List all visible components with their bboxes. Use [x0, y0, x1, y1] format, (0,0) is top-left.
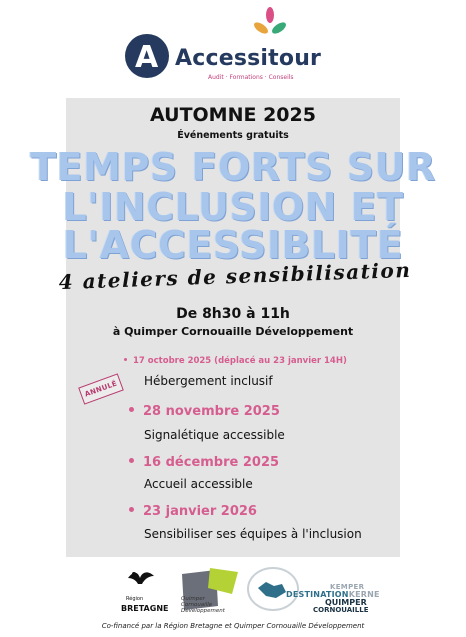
region-bretagne-logo	[126, 568, 156, 592]
destination-map-icon	[246, 566, 300, 612]
accessitour-petals-logo	[252, 6, 288, 40]
cofinancing-footer: Co-financé par la Région Bretagne et Quimper Cornouaille Développement	[101, 622, 365, 630]
ateliers-subtitle: 4 ateliers de sensibilisation	[58, 257, 412, 295]
cancelled-stamp: ANNULÉ	[78, 373, 124, 404]
headline-line-3: L'ACCESSIBLITÉ	[62, 223, 404, 267]
destination-label: DESTINATIONKERNE	[286, 590, 380, 599]
venue: à Quimper Cornouaille Développement	[112, 325, 354, 338]
event-date: 23 janvier 2026	[129, 504, 257, 519]
bullet-icon	[129, 507, 134, 512]
subtitle: Événements gratuits	[177, 130, 289, 141]
brand-name: Accessitour	[175, 46, 322, 71]
event-date: 17 octobre 2025 (déplacé au 23 janvier 14H)	[124, 356, 347, 366]
headline-line-1: TEMPS FORTS SUR	[30, 145, 436, 189]
qcd-text: Quimper Cornouaille Développement	[181, 596, 225, 614]
region-name: BRETAGNE	[121, 604, 169, 613]
region-label: Région	[126, 596, 144, 602]
accessitour-logo-mark	[125, 34, 169, 78]
event-date: 28 novembre 2025	[129, 404, 280, 419]
destination-kemper: KEMPER	[330, 583, 365, 591]
logo-letter: A	[135, 40, 159, 75]
bullet-icon	[124, 358, 127, 361]
event-title: Hébergement inclusif	[144, 374, 273, 388]
destination-quimper: QUIMPER	[325, 598, 367, 607]
headline-line-2: L'INCLUSION ET	[62, 185, 404, 229]
event-title: Signalétique accessible	[144, 428, 285, 442]
event-title: Accueil accessible	[144, 477, 253, 491]
destination-cornouaille: CORNOUAILLE	[313, 606, 369, 614]
bullet-icon	[129, 458, 134, 463]
event-date: 16 décembre 2025	[129, 455, 279, 470]
season-title: AUTOMNE 2025	[150, 104, 316, 126]
event-title: Sensibiliser ses équipes à l'inclusion	[144, 527, 362, 541]
brand-tagline: Audit · Formations · Conseils	[208, 74, 294, 81]
hours: De 8h30 à 11h	[176, 306, 290, 322]
bullet-icon	[129, 407, 134, 412]
